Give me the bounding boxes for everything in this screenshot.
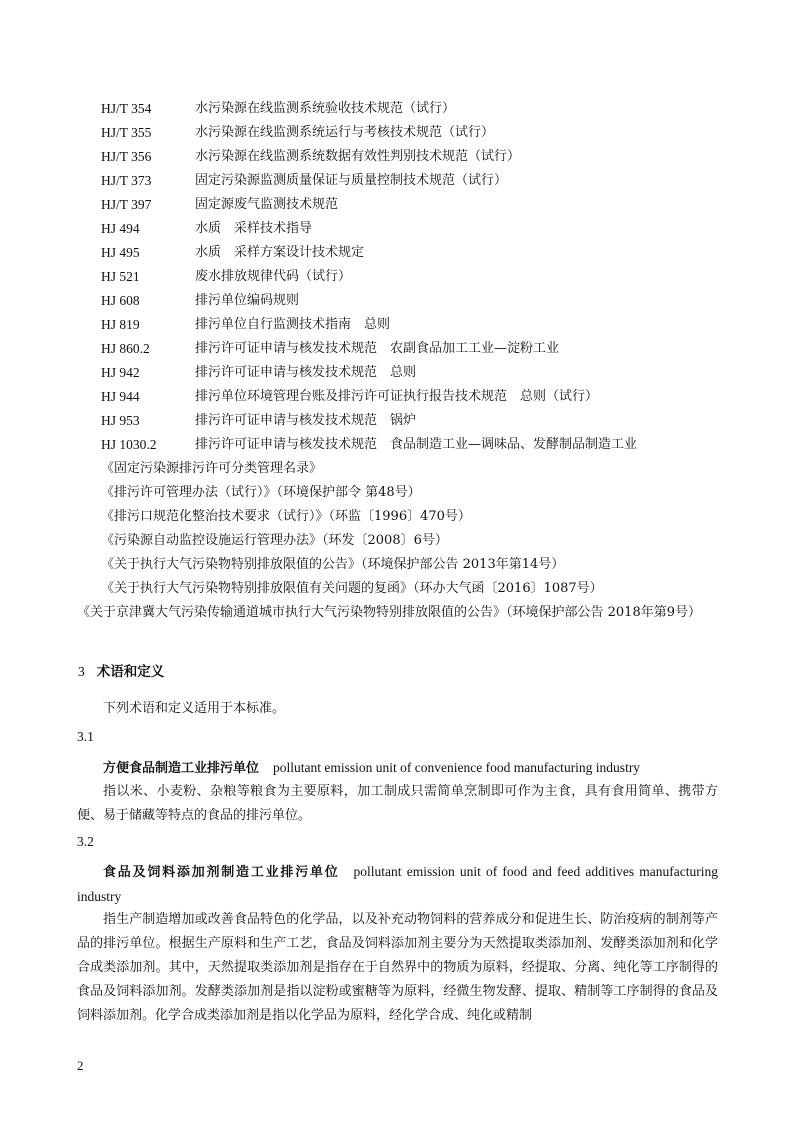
standard-code: HJ 1030.2 (101, 437, 157, 452)
term-definition: 指生产制造增加或改善食品特色的化学品，以及补充动物饲料的营养成分和促进生长、防治疫病的制剂等产品的排污单位。根据生产原料和生产工艺，食品及饲料添加剂主要分为天然提取类添加剂、发酵类添加剂和化学合成类添加剂。其中，天然提取类添加剂是指存在于自然界中的物质为原料，经提取、分离、纯化等工序制得的食品及饲料添加剂。发酵类添加剂是指以淀粉或蜜糖等为原料，经微生物发酵、提取、精制等工序制得的食品及饲料添加剂。化学合成类添加剂是指以化学品为原料，经化学合成、纯化或精制 (77, 912, 718, 1023)
list-item (101, 193, 721, 217)
term-number: 3.2 (77, 834, 94, 849)
standard-title: 排污许可证申请与核发技术规范 锅炉 (195, 413, 417, 428)
section-title: 术语和定义 (96, 664, 165, 680)
list-item (101, 361, 721, 385)
standard-code: HJ 819 (101, 317, 140, 332)
list-item (101, 217, 721, 241)
list-item (101, 169, 721, 193)
standard-code: HJ 494 (101, 221, 140, 236)
list-item: 《排污口规范化整治技术要求（试行）》（环监〔1996〕470号） (101, 509, 471, 524)
standard-title: 水污染源在线监测系统验收技术规范（试行） (195, 101, 456, 116)
list-item (101, 265, 721, 289)
standard-title: 排污许可证申请与核发技术规范 食品制造工业—调味品、发酵制品制造工业 (195, 437, 638, 452)
standard-title: 排污单位自行监测技术指南 总则 (195, 317, 391, 332)
standard-code: HJ 944 (101, 389, 140, 404)
term-definition: 指以米、小麦粉、杂粮等粮食为主要原料，加工制成只需简单烹制即可作为主食，具有食用简单、携带方便、易于储藏等特点的食品的排污单位。 (77, 784, 718, 823)
list-item (101, 97, 721, 121)
page-number: 2 (77, 1058, 84, 1073)
standard-code: HJ 942 (101, 365, 140, 380)
standard-title: 水污染源在线监测系统运行与考核技术规范（试行） (195, 125, 495, 140)
term-chinese: 食品及饲料添加剂制造工业排污单位 (103, 865, 340, 880)
standard-title: 水质 采样方案设计技术规定 (195, 245, 365, 260)
list-item: 《污染源自动监控设施运行管理办法》（环发〔2008〕6号） (101, 533, 448, 548)
standard-code: HJ 860.2 (101, 341, 150, 356)
list-item: 《关于执行大气污染物特别排放限值有关问题的复函》（环办大气函〔2016〕1087号） (101, 581, 603, 596)
term-english: pollutant emission unit of convenience food manufacturing industry (273, 760, 641, 775)
standard-title: 固定源废气监测技术规范 (195, 197, 339, 212)
list-item (101, 337, 721, 361)
standard-code: HJ/T 397 (101, 197, 152, 212)
list-item: 《排污许可管理办法（试行）》（环境保护部令 第48号） (101, 485, 421, 500)
standard-title: 排污单位编码规则 (195, 293, 300, 308)
standard-title: 排污许可证申请与核发技术规范 总则 (195, 365, 417, 380)
standard-title: 水质 采样技术指导 (195, 221, 313, 236)
standard-title: 固定污染源监测质量保证与质量控制技术规范（试行） (195, 173, 508, 188)
normative-documents-list (77, 457, 721, 625)
standard-title: 废水排放规律代码（试行） (195, 269, 352, 284)
standard-title: 排污许可证申请与核发技术规范 农副食品加工工业—淀粉工业 (195, 341, 560, 356)
term-number: 3.1 (77, 729, 94, 744)
list-item (101, 409, 721, 433)
list-item (101, 385, 721, 409)
list-item (101, 121, 721, 145)
intro-paragraph: 下列术语和定义适用于本标准。 (103, 701, 286, 716)
standard-code: HJ 608 (101, 293, 140, 308)
standard-code: HJ 521 (101, 269, 140, 284)
list-item: 《关于执行大气污染物特别排放限值的公告》（环境保护部公告 2013年第14号） (101, 557, 565, 572)
section-number: 3 (78, 664, 85, 679)
list-item (101, 289, 721, 313)
term-heading (77, 860, 718, 910)
standard-code: HJ/T 373 (101, 173, 152, 188)
term-chinese: 方便食品制造工业排污单位 (103, 761, 260, 776)
standard-title: 水污染源在线监测系统数据有效性判别技术规范（试行） (195, 149, 521, 164)
section-heading (78, 660, 164, 684)
standard-code: HJ 495 (101, 245, 140, 260)
list-item (101, 145, 721, 169)
standard-code: HJ 953 (101, 413, 140, 428)
list-item (101, 313, 721, 337)
list-item (101, 241, 721, 265)
term-heading (77, 756, 718, 781)
list-item: 《固定污染源排污许可分类管理名录》 (101, 461, 323, 476)
normative-standards-list (101, 97, 721, 457)
standard-code: HJ/T 356 (101, 149, 152, 164)
term-english: pollutant emission unit of food and feed additives manufacturing industry (77, 864, 718, 904)
standard-code: HJ/T 355 (101, 125, 152, 140)
standard-title: 排污单位环境管理台账及排污许可证执行报告技术规范 总则（试行） (195, 389, 599, 404)
list-item: 《关于京津冀大气污染传输通道城市执行大气污染物特别排放限值的公告》（环境保护部公告 2018年第9号） (77, 605, 701, 620)
standard-code: HJ/T 354 (101, 101, 152, 116)
list-item (101, 433, 721, 457)
